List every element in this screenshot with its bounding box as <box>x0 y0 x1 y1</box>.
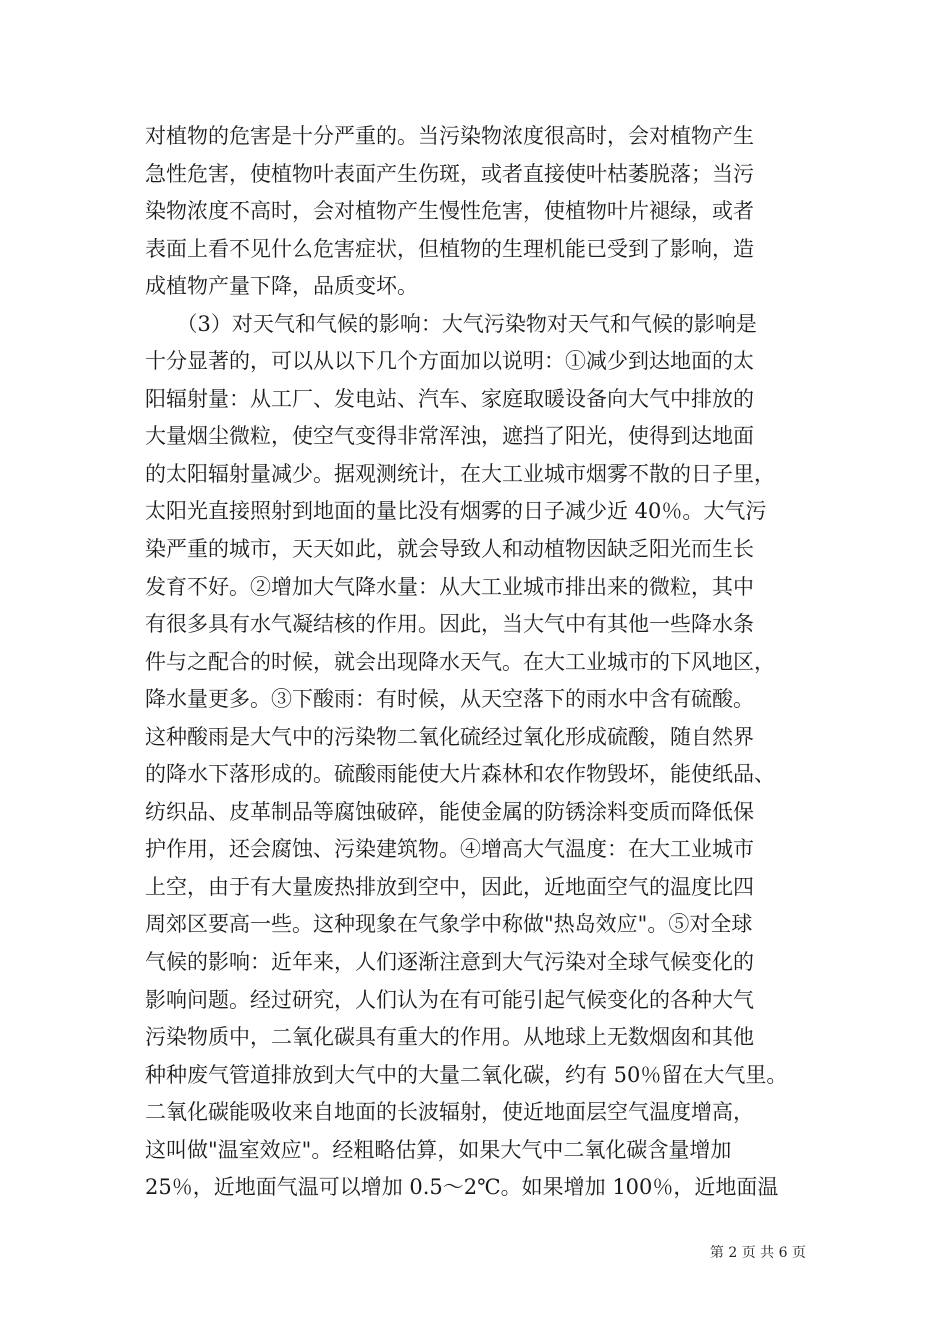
text-line: 上空，由于有大量废热排放到空中，因此，近地面空气的温度比四 <box>145 874 754 899</box>
text-line: 这叫做"温室效应"。经粗略估算，如果大气中二氧化碳含量增加 <box>145 1137 732 1162</box>
text-line: 周郊区要高一些。这种现象在气象学中称做"热岛效应"。⑤对全球 <box>145 912 753 937</box>
text-line: 件与之配合的时候，就会出现降水天气。在大工业城市的下风地区， <box>145 649 775 674</box>
text-line: 发育不好。②增加大气降水量：从大工业城市排出来的微粒，其中 <box>145 574 754 599</box>
text-line: 阳辐射量：从工厂、发电站、汽车、家庭取暖设备向大气中排放的 <box>145 386 754 411</box>
text-line: 染物浓度不高时，会对植物产生慢性危害，使植物叶片褪绿，或者 <box>145 199 754 224</box>
text-line: 对植物的危害是十分严重的。当污染物浓度很高时，会对植物产生 <box>145 124 754 148</box>
page-number-footer: 第 2 页 共 6 页 <box>709 1245 806 1261</box>
text-line: （3）对天气和气候的影响：大气污染物对天气和气候的影响是 <box>145 311 757 336</box>
text-line: 有很多具有水气凝结核的作用。因此，当大气中有其他一些降水条 <box>145 612 754 637</box>
text-line: 25％，近地面气温可以增加 0.5～2℃。如果增加 100％，近地面温 <box>145 1175 779 1200</box>
text-line: 气候的影响：近年来，人们逐渐注意到大气污染对全球气候变化的 <box>145 950 754 975</box>
text-line: 太阳光直接照射到地面的量比没有烟雾的日子减少近 40％。大气污 <box>145 499 767 524</box>
text-line: 十分显著的，可以从以下几个方面加以说明：①减少到达地面的太 <box>145 349 754 374</box>
text-line: 护作用，还会腐蚀、污染建筑物。④增高大气温度：在大工业城市 <box>145 837 754 862</box>
text-line: 染严重的城市，天天如此，就会导致人和动植物因缺乏阳光而生长 <box>145 537 754 562</box>
text-line: 影响问题。经过研究，人们认为在有可能引起气候变化的各种大气 <box>145 987 754 1012</box>
text-line: 大量烟尘微粒，使空气变得非常浑浊，遮挡了阳光，使得到达地面 <box>145 424 754 449</box>
text-line: 急性危害，使植物叶表面产生伤斑，或者直接使叶枯萎脱落；当污 <box>145 161 754 186</box>
text-line: 成植物产量下降，品质变坏。 <box>145 274 418 299</box>
text-line: 二氧化碳能吸收来自地面的长波辐射，使近地面层空气温度增高， <box>145 1100 754 1125</box>
text-line: 种种废气管道排放到大气中的大量二氧化碳，约有 50％留在大气里。 <box>145 1062 788 1087</box>
text-line: 表面上看不见什么危害症状，但植物的生理机能已受到了影响，造 <box>145 236 754 261</box>
text-line: 这种酸雨是大气中的污染物二氧化硫经过氧化形成硫酸，随自然界 <box>145 724 754 749</box>
text-line: 降水量更多。③下酸雨：有时候，从天空落下的雨水中含有硫酸。 <box>145 687 754 712</box>
text-line: 的太阳辐射量减少。据观测统计，在大工业城市烟雾不散的日子里， <box>145 461 775 486</box>
text-line: 纺织品、皮革制品等腐蚀破碎，能使金属的防锈涂料变质而降低保 <box>145 799 754 824</box>
body-text <box>145 118 815 1207</box>
text-line: 污染物质中，二氧化碳具有重大的作用。从地球上无数烟囱和其他 <box>145 1025 754 1050</box>
text-line: 的降水下落形成的。硫酸雨能使大片森林和农作物毁坏，能使纸品、 <box>145 762 775 787</box>
